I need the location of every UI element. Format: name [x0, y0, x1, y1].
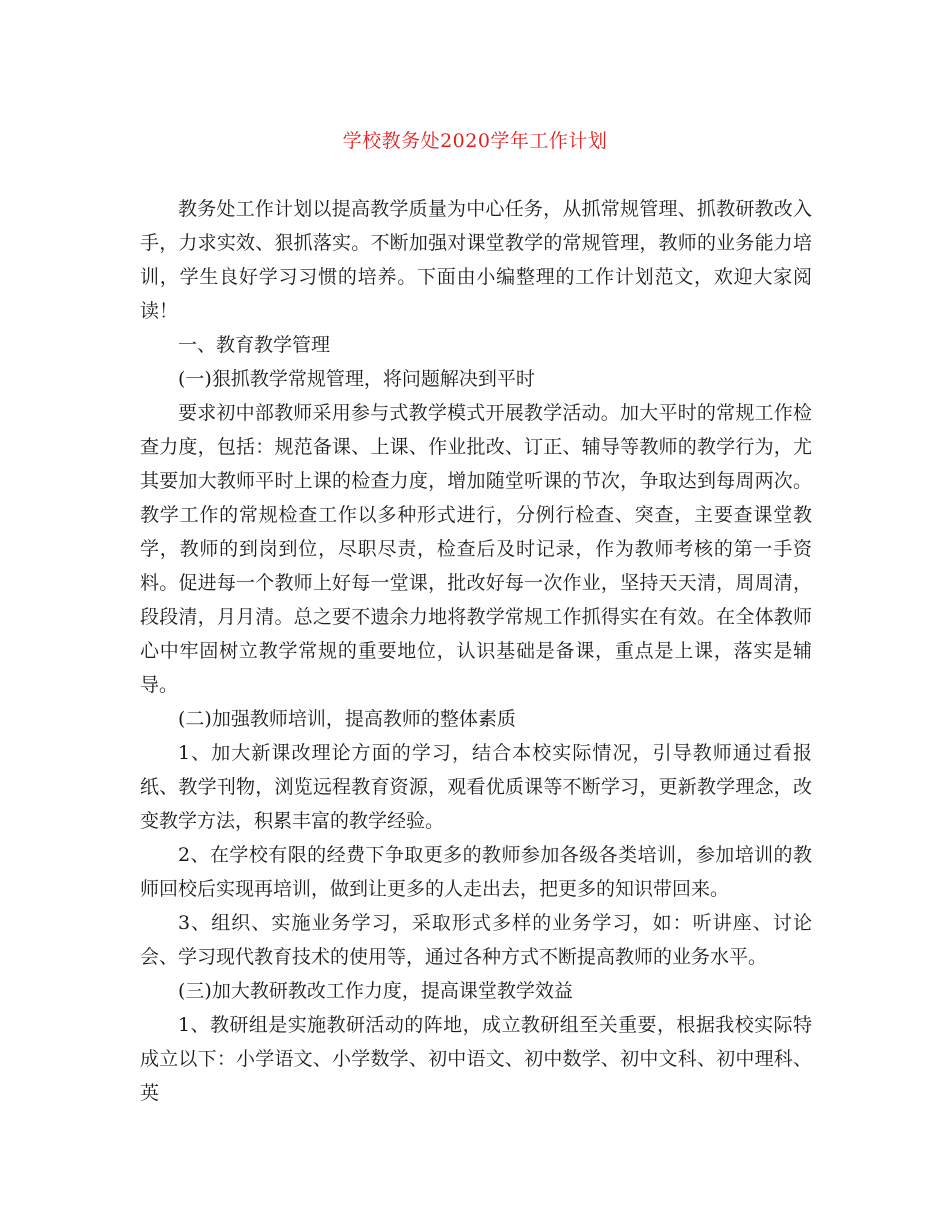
- subsection-heading-1: (一)狠抓教学常规管理，将问题解决到平时: [178, 368, 535, 390]
- intro-paragraph: 教务处工作计划以提高教学质量为中心任务，从抓常规管理、抓教研教改入手，力求实效、狠抓落实。不断加强对课堂教学的常规管理，教师的业务能力培训，学生良好学习习惯的培养。下面由小编整理的工作计划范文，欢迎大家阅读！: [140, 198, 812, 322]
- body-paragraph: 要求初中部教师采用参与式教学模式开展教学活动。加大平时的常规工作检查力度，包括：规范备课、上课、作业批改、订正、辅导等教师的教学行为，尤其要加大教师平时上课的检查力度，增加随堂听课的节次，争取达到每周两次。教学工作的常规检查工作以多种形式进行，分例行检查、突查，主要查课堂教学，教师的到岗到位，尽职尽责，检查后及时记录，作为教师考核的第一手资料。促进每一个教师上好每一堂课，批改好每一次作业，坚持天天清，周周清，段段清，月月清。总之要不遗余力地将教学常规工作抓得实在有效。在全体教师心中牢固树立教学常规的重要地位，认识基础是备课，重点是上课，落实是辅导。: [140, 402, 812, 696]
- list-item: 1、加大新课改理论方面的学习，结合本校实际情况，引导教师通过看报纸、教学刊物，浏览远程教育资源，观看优质课等不断学习，更新教学理念，改变教学方法，积累丰富的教学经验。: [140, 742, 812, 832]
- subsection-heading-3: (三)加大教研教改工作力度，提高课堂教学效益: [178, 980, 573, 1002]
- list-item: 1、教研组是实施教研活动的阵地，成立教研组至关重要，根据我校实际特成立以下：小学语文、小学数学、初中语文、初中数学、初中文科、初中理科、英: [140, 1014, 812, 1104]
- section-heading-1: 一、教育教学管理: [178, 334, 331, 356]
- list-item: 3、组织、实施业务学习，采取形式多样的业务学习，如：听讲座、讨论会、学习现代教育技术的使用等，通过各种方式不断提高教师的业务水平。: [140, 912, 812, 968]
- subsection-heading-2: (二)加强教师培训，提高教师的整体素质: [178, 708, 516, 730]
- document-title: 学校教务处2020学年工作计划: [342, 130, 608, 152]
- list-item: 2、在学校有限的经费下争取更多的教师参加各级各类培训，参加培训的教师回校后实现再培训，做到让更多的人走出去，把更多的知识带回来。: [140, 844, 812, 900]
- document-body: [140, 192, 812, 1110]
